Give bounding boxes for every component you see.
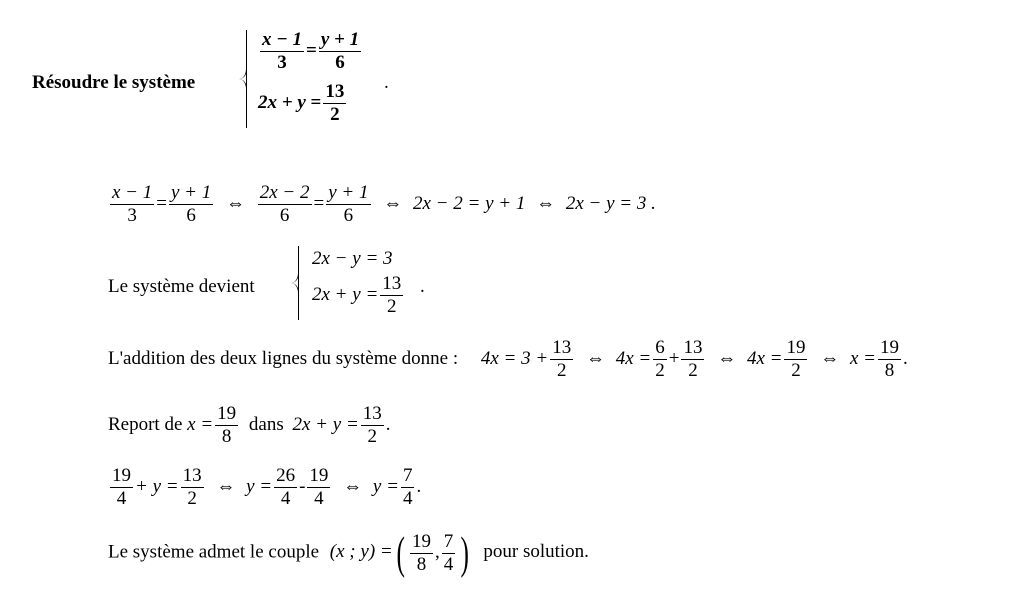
problem-brace	[246, 30, 247, 128]
problem-equation-2: 2x + y = $\frac{13}{2}$	[258, 81, 345, 125]
step2-row1: 2x − y = 3	[312, 248, 393, 269]
step3-line: L'addition des deux lignes du système donne : 4x = 3 + $\frac{13}{2}$ ⇔ 4x = $\frac{6}{2}$ + $\frac{13}{2}$ ⇔ 4x = $\frac{19}{2}$ ⇔ x = $\frac{19}{8}$ .	[108, 337, 908, 381]
step2-brace	[298, 246, 299, 320]
step2-period: .	[420, 276, 425, 297]
conclusion-line: Le système admet le couple (x ; y) =( $\frac{19}{8}$ , $\frac{7}{4}$ ) pour solution.	[108, 527, 589, 578]
problem-label: Résoudre le système	[32, 72, 196, 93]
step3-label: L'addition des deux lignes du système donne :	[108, 347, 459, 369]
step1-equivalences: $\frac{x - 1}{3}$ = $\frac{y + 1}{6}$ ⇔ $\frac{2x - 2}{6}$ = $\frac{y + 1}{6}$ ⇔ 2x − 2 = y + 1 ⇔ 2x − y = 3 .	[112, 182, 656, 226]
problem-period: .	[384, 72, 389, 93]
step5-line: $\frac{19}{4}$ + y = $\frac{13}{2}$ ⇔ y = $\frac{26}{4}$ - $\frac{19}{4}$ ⇔ y = $\frac{7}{4}$ .	[112, 465, 422, 509]
step2-row2: 2x + y = $\frac{13}{2}$	[312, 273, 402, 317]
step2-label: Le système devient	[108, 276, 255, 297]
problem-equation-1: $\frac{x - 1}{3}$ = $\frac{y + 1}{6}$	[262, 29, 360, 73]
step4-line: Report de x = $\frac{19}{8}$ dans 2x + y = $\frac{13}{2}$ .	[108, 403, 391, 447]
